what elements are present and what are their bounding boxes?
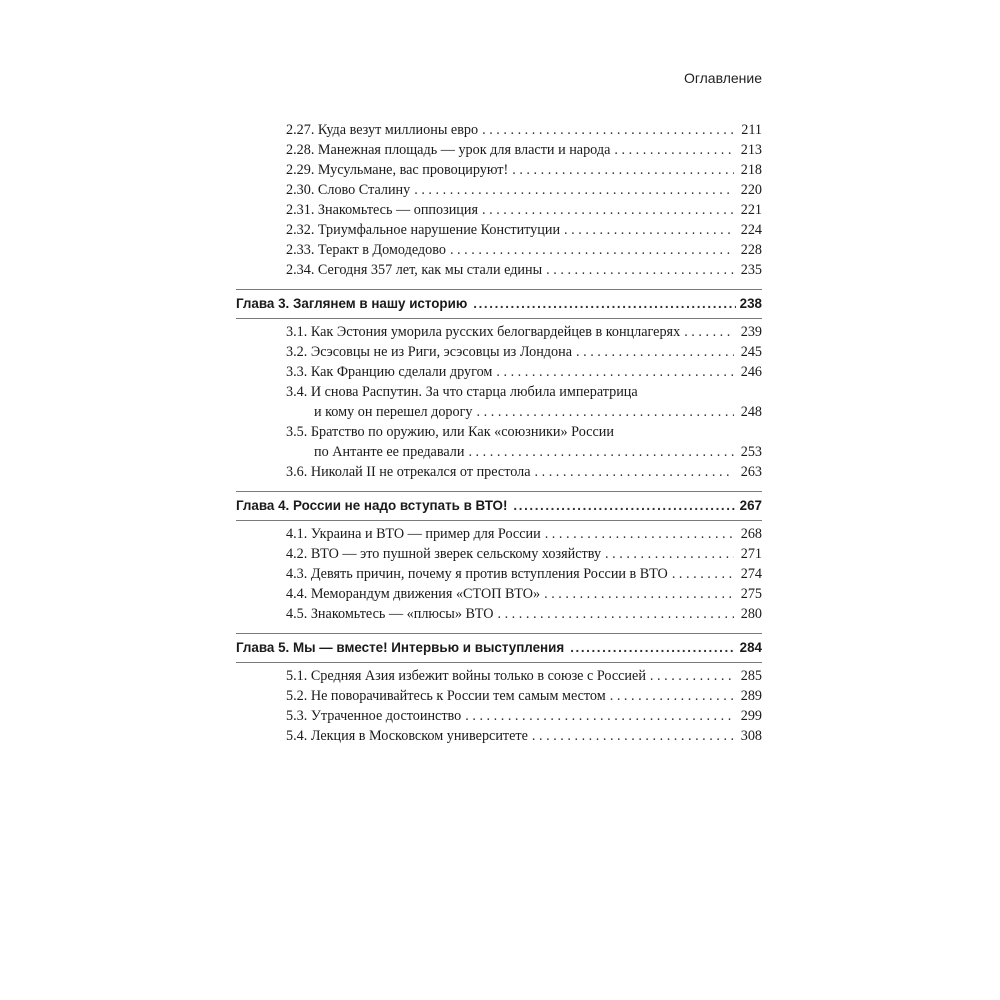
toc-entry[interactable] <box>236 706 762 726</box>
dot-leader <box>477 402 734 422</box>
entry-title: 4.4. Меморандум движения «СТОП ВТО» <box>286 586 541 602</box>
chapter-heading[interactable] <box>236 638 762 658</box>
dot-leader <box>532 726 734 746</box>
entry-page-number: 246 <box>740 364 762 380</box>
chapter-heading[interactable] <box>236 496 762 516</box>
dot-leader <box>544 584 734 604</box>
dot-leader <box>564 220 734 240</box>
entry-title: 3.3. Как Францию сделали другом <box>286 364 493 380</box>
entry-page-number: 299 <box>740 708 762 724</box>
entry-page-number: 289 <box>740 688 762 704</box>
entry-page-number: 245 <box>740 344 762 360</box>
chapter-title: Глава 4. России не надо вступать в ВТО! <box>236 498 508 513</box>
entry-page-number: 211 <box>741 122 762 138</box>
entry-title: 4.3. Девять причин, почему я против вступления России в ВТО <box>286 566 668 582</box>
chapter-block <box>236 289 762 319</box>
dot-leader <box>614 140 734 160</box>
entry-page-number: 263 <box>740 464 762 480</box>
toc-entry[interactable] <box>236 342 762 362</box>
chapter-page-number: 284 <box>739 640 762 655</box>
entry-page-number: 220 <box>740 182 762 198</box>
toc-entry[interactable] <box>236 422 762 442</box>
toc-entry[interactable] <box>236 604 762 624</box>
entry-title: 3.5. Братство по оружию, или Как «союзники» России <box>286 424 614 440</box>
toc-entry[interactable] <box>236 726 762 746</box>
entry-title: 3.4. И снова Распутин. За что старца любила императрица <box>286 384 638 400</box>
toc-entry[interactable] <box>236 382 762 402</box>
entry-page-number: 239 <box>740 324 762 340</box>
chapter-block <box>236 491 762 521</box>
dot-leader <box>450 240 734 260</box>
dot-leader <box>610 686 734 706</box>
running-header: Оглавление <box>683 70 762 86</box>
entry-title: 2.28. Манежная площадь — урок для власти и народа <box>286 142 611 158</box>
dot-leader <box>545 524 734 544</box>
chapter-page-number: 238 <box>739 296 762 311</box>
entry-page-number: 280 <box>740 606 762 622</box>
entry-title: и кому он перешел дорогу <box>314 404 473 420</box>
toc-entry[interactable] <box>236 524 762 544</box>
dot-leader <box>535 462 735 482</box>
entry-title: 5.2. Не поворачивайтесь к России тем самым местом <box>286 688 606 704</box>
toc-entry[interactable] <box>236 544 762 564</box>
dot-leader <box>546 260 734 280</box>
entry-title: 4.2. ВТО — это пушной зверек сельскому хозяйству <box>286 546 602 562</box>
entry-page-number: 308 <box>740 728 762 744</box>
toc-entry[interactable] <box>236 666 762 686</box>
entry-page-number: 274 <box>740 566 762 582</box>
table-of-contents <box>236 120 762 746</box>
dot-leader <box>414 180 734 200</box>
entry-title: 5.1. Средняя Азия избежит войны только в союзе с Россией <box>286 668 646 684</box>
entry-page-number: 271 <box>740 546 762 562</box>
dot-leader <box>482 120 734 140</box>
dot-leader <box>482 200 734 220</box>
entry-group <box>236 521 762 624</box>
dot-leader <box>605 544 734 564</box>
toc-entry[interactable] <box>236 240 762 260</box>
dot-leader <box>672 564 734 584</box>
dot-leader <box>468 442 734 462</box>
chapter-title: Глава 3. Заглянем в нашу историю <box>236 296 468 311</box>
entry-page-number: 253 <box>740 444 762 460</box>
dot-leader <box>576 342 734 362</box>
entry-title: 3.2. Эсэсовцы не из Риги, эсэсовцы из Лондона <box>286 344 572 360</box>
toc-entry[interactable] <box>236 160 762 180</box>
entry-title: 4.1. Украина и ВТО — пример для России <box>286 526 541 542</box>
dot-leader <box>650 666 734 686</box>
entry-title: 3.1. Как Эстония уморила русских белогвардейцев в концлагерях <box>286 324 681 340</box>
toc-entry[interactable] <box>236 584 762 604</box>
chapter-heading[interactable] <box>236 294 762 314</box>
entry-page-number: 268 <box>740 526 762 542</box>
chapter-block <box>236 633 762 663</box>
toc-entry[interactable] <box>236 200 762 220</box>
entry-title: 3.6. Николай II не отрекался от престола <box>286 464 531 480</box>
entry-title: по Антанте ее предавали <box>314 444 465 460</box>
entry-title: 2.27. Куда везут миллионы евро <box>286 122 479 138</box>
entry-page-number: 218 <box>740 162 762 178</box>
entry-group <box>236 319 762 482</box>
toc-entry[interactable] <box>236 442 762 462</box>
entry-page-number: 235 <box>740 262 762 278</box>
dot-leader <box>684 322 734 342</box>
toc-entry[interactable] <box>236 686 762 706</box>
entry-title: 2.29. Мусульмане, вас провоцируют! <box>286 162 509 178</box>
divider-line <box>236 491 762 492</box>
entry-title: 5.4. Лекция в Московском университете <box>286 728 528 744</box>
chapter-title: Глава 5. Мы — вместе! Интервью и выступления <box>236 640 565 655</box>
entry-title: 2.32. Триумфальное нарушение Конституции <box>286 222 561 238</box>
toc-entry[interactable] <box>236 564 762 584</box>
entry-title: 5.3. Утраченное достоинство <box>286 708 462 724</box>
divider-line <box>236 633 762 634</box>
entry-page-number: 275 <box>740 586 762 602</box>
toc-entry[interactable] <box>236 180 762 200</box>
dot-leader <box>570 638 736 658</box>
dot-leader <box>473 294 736 314</box>
toc-entry[interactable] <box>236 220 762 240</box>
entry-title: 2.31. Знакомьтесь — оппозиция <box>286 202 479 218</box>
toc-entry[interactable] <box>236 402 762 422</box>
entry-group <box>236 663 762 746</box>
toc-entry[interactable] <box>236 260 762 280</box>
dot-leader <box>513 496 736 516</box>
entry-title: 4.5. Знакомьтесь — «плюсы» ВТО <box>286 606 494 622</box>
dot-leader <box>465 706 734 726</box>
toc-entry[interactable] <box>236 140 762 160</box>
chapter-page-number: 267 <box>739 498 762 513</box>
dot-leader <box>497 604 734 624</box>
entry-page-number: 228 <box>740 242 762 258</box>
entry-page-number: 221 <box>740 202 762 218</box>
toc-entry[interactable] <box>236 120 762 140</box>
entry-title: 2.30. Слово Сталину <box>286 182 411 198</box>
toc-entry[interactable] <box>236 462 762 482</box>
entry-page-number: 285 <box>740 668 762 684</box>
toc-entry[interactable] <box>236 322 762 342</box>
entry-page-number: 224 <box>740 222 762 238</box>
toc-entry[interactable] <box>236 362 762 382</box>
entry-title: 2.34. Сегодня 357 лет, как мы стали едины <box>286 262 543 278</box>
dot-leader <box>496 362 734 382</box>
entry-page-number: 248 <box>740 404 762 420</box>
divider-line <box>236 289 762 290</box>
entry-group <box>236 120 762 280</box>
dot-leader <box>512 160 734 180</box>
entry-title: 2.33. Теракт в Домодедово <box>286 242 446 258</box>
entry-page-number: 213 <box>740 142 762 158</box>
